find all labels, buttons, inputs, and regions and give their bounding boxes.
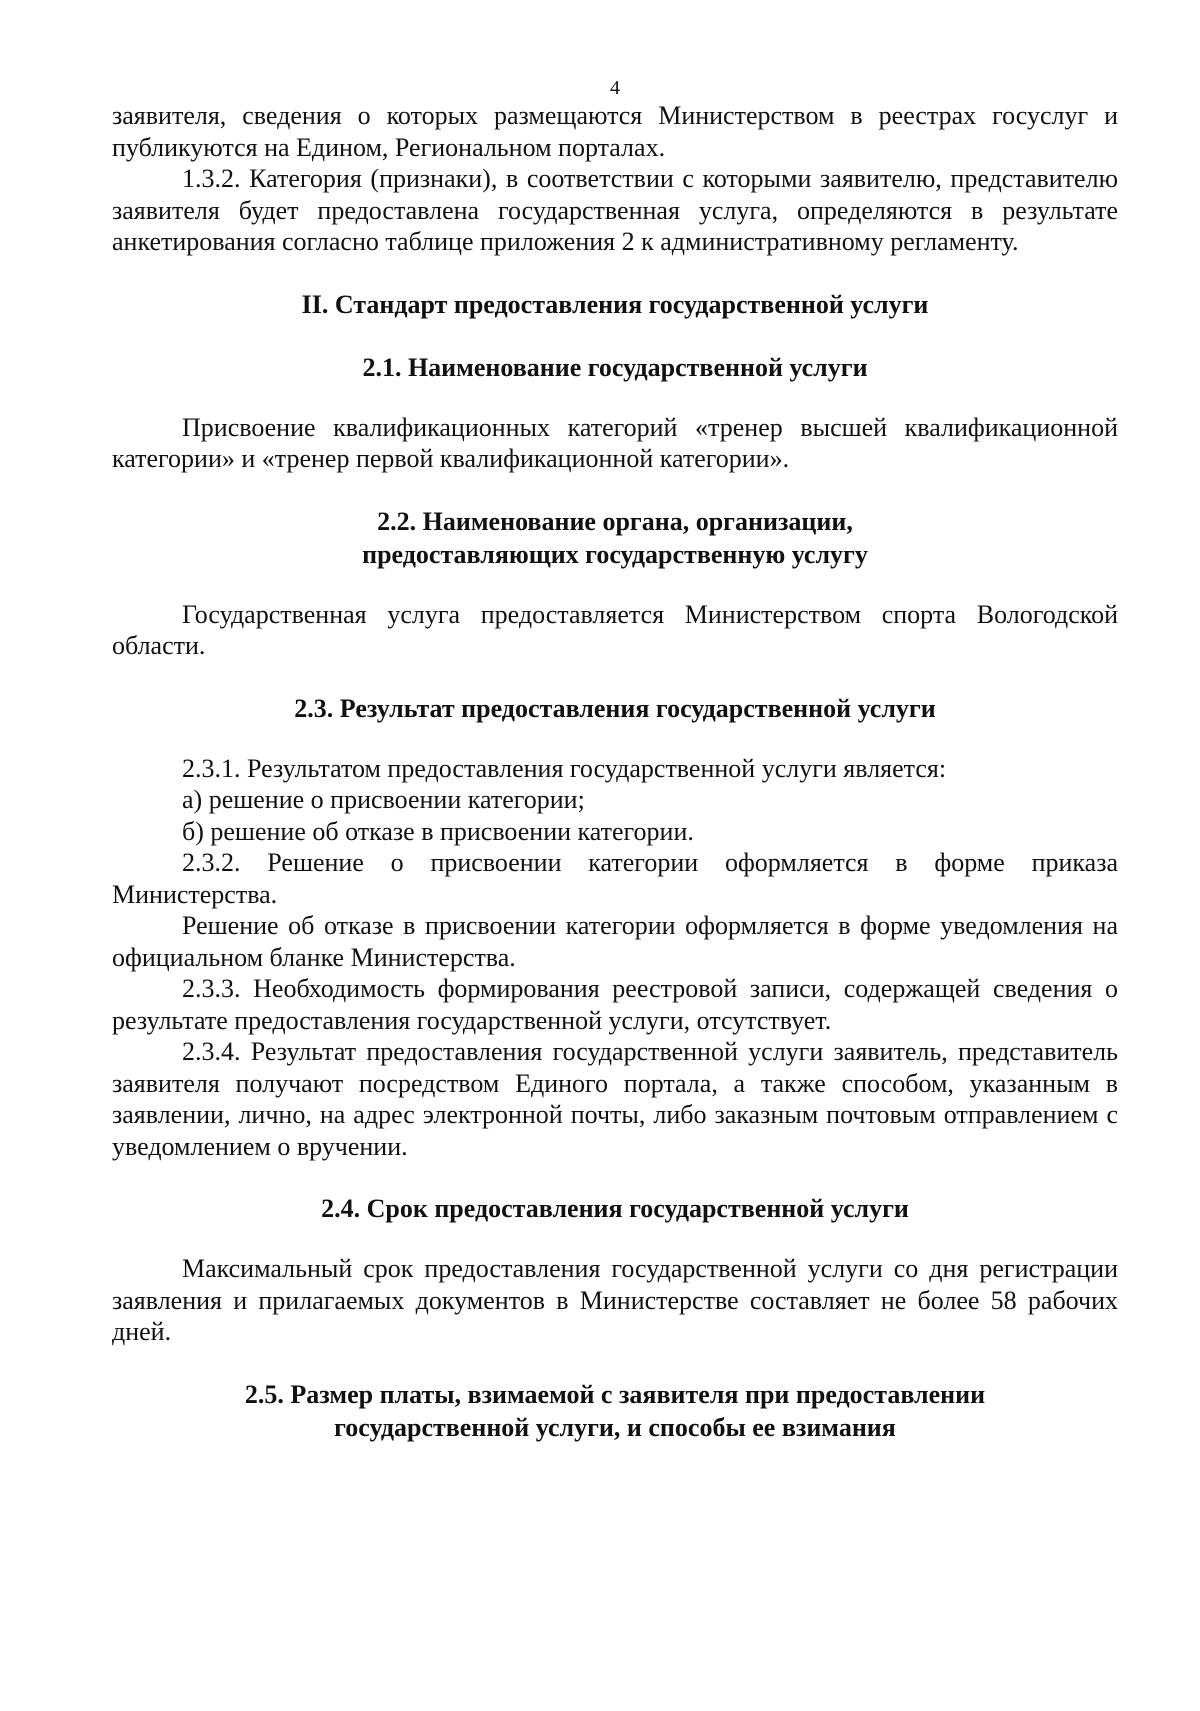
section-2-4-title: 2.4. Срок предоставления государственной услуги <box>321 1194 909 1223</box>
page-number: 4 <box>610 77 620 99</box>
section-2-3-3-paragraph: 2.3.3. Необходимость формирования реестровой записи, содержащей сведения о результате предоставления государственной услуги, отсутствует. <box>112 974 1118 1035</box>
section-2-5-title-line-2: государственной услуги, и способы ее взимания <box>334 1412 896 1442</box>
section-2-2-title-line-2: предоставляющих государственную услугу <box>362 539 868 569</box>
section-2-1-paragraph: Присвоение квалификационных категорий «тренер высшей квалификационной категории» и «тренер первой квалификационной категории». <box>112 412 1118 473</box>
document-page <box>112 78 1118 1444</box>
intro-paragraph-2: 1.3.2. Категория (признаки), в соответствии с которыми заявителю, представителю заявителя будет предоставлена государственная услуга, определяются в результате анкетирования согласно таблице приложения 2 к административному регламенту. <box>112 164 1118 256</box>
section-2-3-1-paragraph: 2.3.1. Результатом предоставления государственной услуги является: <box>182 753 947 783</box>
section-2-title: II. Стандарт предоставления государственной услуги <box>301 289 929 319</box>
section-2-3-title: 2.3. Результат предоставления государственной услуги <box>294 693 936 723</box>
section-2-3-item-a: а) решение о присвоении категории; <box>182 785 585 814</box>
section-2-3-item-b: б) решение об отказе в присвоении категории. <box>182 816 694 846</box>
section-2-1-title: 2.1. Наименование государственной услуги <box>362 352 868 382</box>
section-2-3-2-paragraph: 2.3.2. Решение о присвоении категории оформляется в форме приказа Министерства. <box>112 848 1118 909</box>
section-2-5-title-line-1: 2.5. Размер платы, взимаемой с заявителя при предоставлении <box>244 1379 986 1409</box>
section-2-2-paragraph: Государственная услуга предоставляется Министерством спорта Вологодской области. <box>112 599 1118 660</box>
section-2-3-2-refusal-paragraph: Решение об отказе в присвоении категории оформляется в форме уведомления на официальном бланке Министерства. <box>112 911 1118 972</box>
section-2-3-4-paragraph: 2.3.4. Результат предоставления государственной услуги заявитель, представитель заявителя получают посредством Единого портала, а также способом, указанным в заявлении, лично, на адрес электронной почты, либо заказным почтовым отправлением с уведомлением о вручении. <box>112 1037 1118 1161</box>
intro-paragraph-1: заявителя, сведения о которых размещаются Министерством в реестрах госуслуг и публикуются на Едином, Региональном порталах. <box>112 101 1118 162</box>
section-2-4-paragraph: Максимальный срок предоставления государственной услуги со дня регистрации заявления и прилагаемых документов в Министерстве составляет не более 58 рабочих дней. <box>112 1254 1118 1346</box>
section-2-2-title-line-1: 2.2. Наименование органа, организации, <box>377 506 853 536</box>
